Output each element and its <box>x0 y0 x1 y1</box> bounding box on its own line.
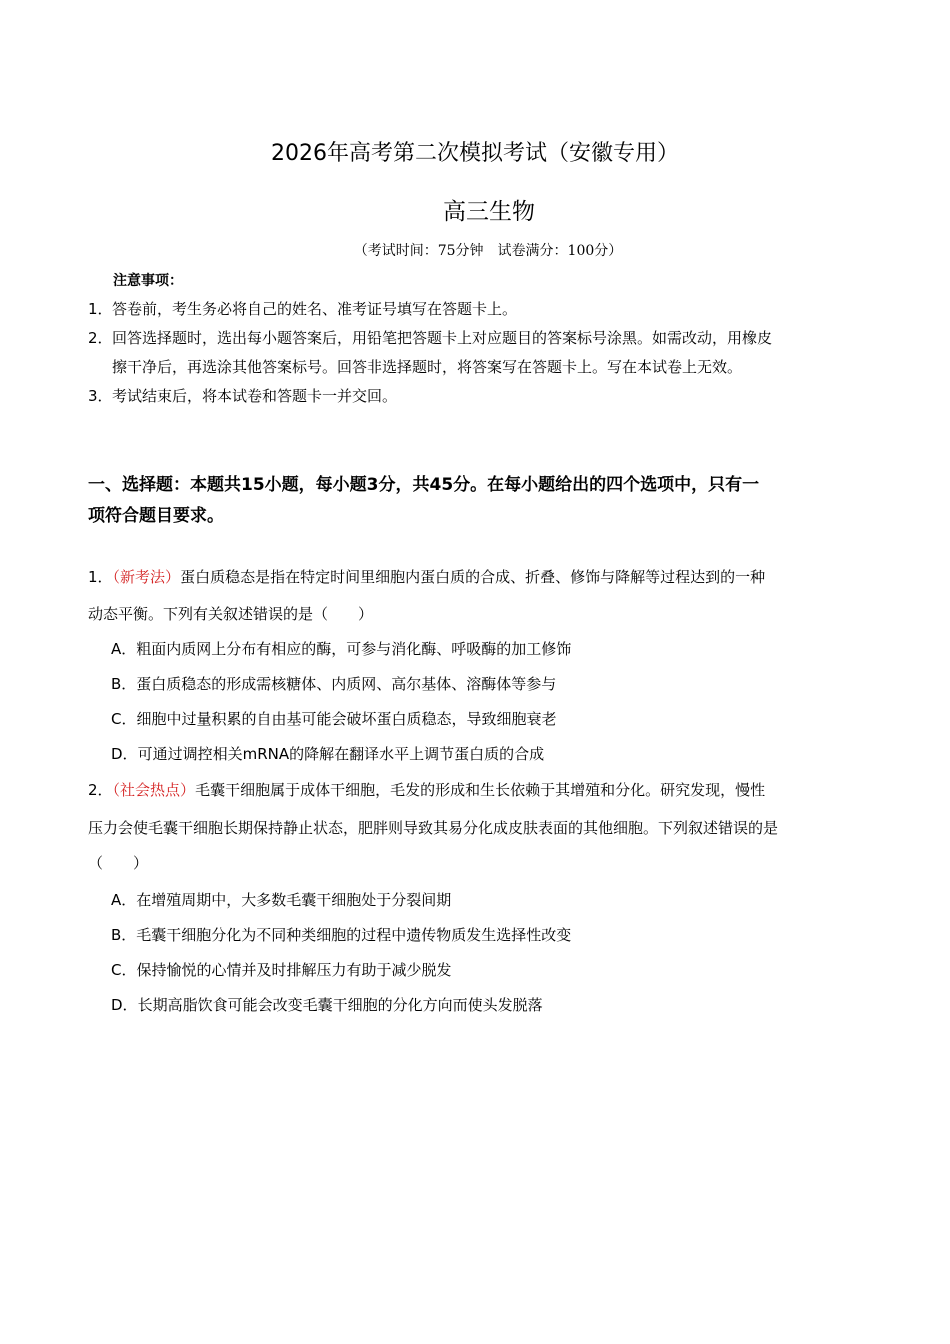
notice-item-text: 答卷前，考生务必将自己的姓名、准考证号填写在答题卡上。 <box>112 300 518 318</box>
question-number: 2． <box>88 781 113 799</box>
notice-item-number: 2． <box>88 329 113 347</box>
option-b <box>111 924 571 945</box>
option-letter: A． <box>111 640 137 658</box>
notice-item-text-cont: 擦干净后，再选涂其他答案标号。回答非选择题时，将答案写在答题卡上。写在本试卷上无效。 <box>112 358 743 376</box>
option-d <box>111 994 543 1015</box>
option-text: 在增殖周期中，大多数毛囊干细胞处于分裂间期 <box>136 891 452 909</box>
question-text: 蛋白质稳态是指在特定时间里细胞内蛋白质的合成、折叠、修饰与降解等过程达到的一种 <box>180 568 766 586</box>
question-tag: （新考法） <box>112 568 181 586</box>
question-1-stem <box>88 566 765 587</box>
option-d <box>111 743 544 764</box>
question-1-stem-cont: 动态平衡。下列有关叙述错误的是（ ） <box>88 605 374 623</box>
option-text: 长期高脂饮食可能会改变毛囊干细胞的分化方向而使头发脱落 <box>137 996 543 1014</box>
option-text: 粗面内质网上分布有相应的酶，可参与消化酶、呼吸酶的加工修饰 <box>136 640 572 658</box>
option-letter: D． <box>111 745 138 763</box>
option-c <box>111 708 557 729</box>
option-letter: C． <box>111 961 137 979</box>
question-2-stem <box>88 779 765 800</box>
question-number: 1． <box>88 568 113 586</box>
notice-item-number: 1． <box>88 300 113 318</box>
question-2-answer-paren: （ ） <box>88 854 149 872</box>
option-text: 毛囊干细胞分化为不同种类细胞的过程中遗传物质发生选择性改变 <box>136 926 572 944</box>
notice-item-text: 回答选择题时，选出每小题答案后，用铅笔把答题卡上对应题目的答案标号涂黑。如需改动，用橡皮 <box>112 329 773 347</box>
option-text: 可通过调控相关 <box>137 745 243 763</box>
notice-item-text: 考试结束后，将本试卷和答题卡一并交回。 <box>112 387 398 405</box>
option-a <box>111 889 451 910</box>
question-2-stem-cont: 压力会使毛囊干细胞长期保持静止状态，肥胖则导致其易分化成皮肤表面的其他细胞。下列叙述错误的是 <box>88 819 779 837</box>
option-text: 保持愉悦的心情并及时排解压力有助于减少脱发 <box>136 961 452 979</box>
subject-title: 高三生物 <box>443 199 535 225</box>
notice-heading: 注意事项： <box>113 273 183 289</box>
notice-item-number: 3． <box>88 387 113 405</box>
option-text-mrna: mRNA <box>242 745 290 763</box>
option-text: 细胞中过量积累的自由基可能会破坏蛋白质稳态，导致细胞衰老 <box>136 710 557 728</box>
section-heading: 一、选择题：本题共15小题，每小题3分，共45分。在每小题给出的四个选项中，只有一 <box>88 475 760 495</box>
question-tag: （社会热点） <box>112 781 196 799</box>
option-a <box>111 638 571 659</box>
exam-info: （考试时间：75分钟 试卷满分：100分） <box>353 243 623 259</box>
question-text: 毛囊干细胞属于成体干细胞，毛发的形成和生长依赖于其增殖和分化。研究发现，慢性 <box>195 781 766 799</box>
option-text: 的降解在翻译水平上调节蛋白质的合成 <box>289 745 545 763</box>
exam-title: 2026年高考第二次模拟考试（安徽专用） <box>271 141 679 166</box>
option-b <box>111 673 556 694</box>
option-text: 蛋白质稳态的形成需核糖体、内质网、高尔基体、溶酶体等参与 <box>136 675 557 693</box>
option-letter: B． <box>111 675 137 693</box>
section-heading-cont: 项符合题目要求。 <box>88 506 224 526</box>
option-letter: C． <box>111 710 137 728</box>
option-c <box>111 959 452 980</box>
option-letter: B． <box>111 926 137 944</box>
option-letter: D． <box>111 996 138 1014</box>
option-letter: A． <box>111 891 137 909</box>
